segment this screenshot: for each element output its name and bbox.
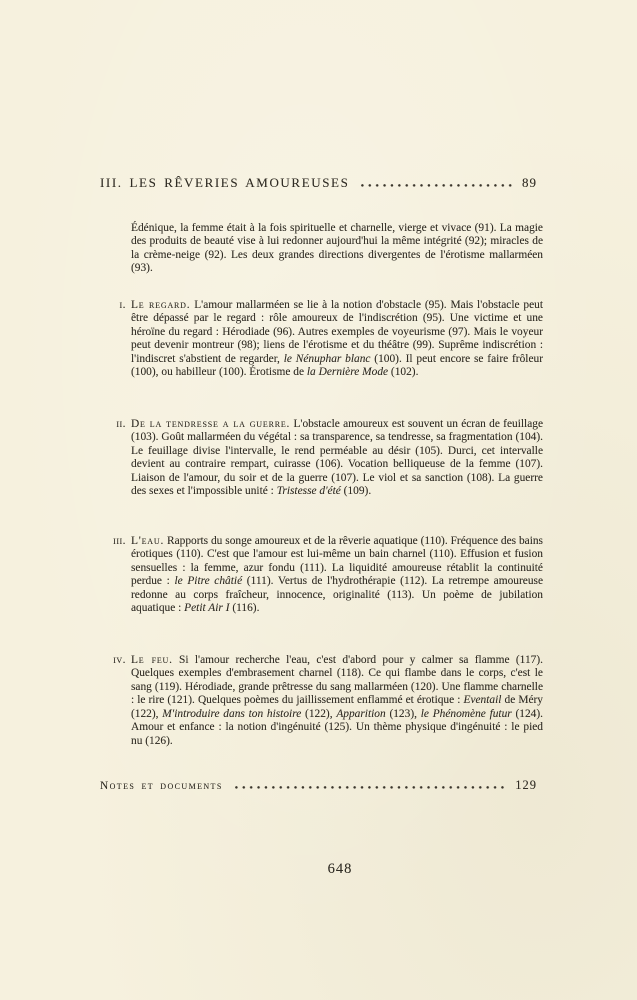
section-numeral: ii. [116, 418, 126, 430]
section-paragraph: Le regard. L'amour mallarméen se lie à la notion d'obstacle (95). Mais l'obstacle peut être dépassé par le regard : rôle amoureux de l'indiscrétion (95). Une victime et une héroïne du regard : Hérodiade (96). Autres exemples de voyeurisme (97). Mais le voyeur peut devenir montreur (98); liens de l'érotisme et du théâtre (99). Suprême indiscrétion : l'indiscret s'abstient de regarder, le Nénuphar blanc (100). Il peut encore se faire frôleur (100), ou habilleur (100). Érotisme de la Dernière Mode (102). [131, 299, 543, 379]
toc-section-eau [113, 535, 544, 616]
section-paragraph: Le feu. Si l'amour recherche l'eau, c'est d'abord pour y calmer sa flamme (117). Quelques exemples d'embrasement charnel (118). Ce qui flambe dans le corps, c'est le sang (119). Hérodiade, grande prêtresse du sang mallarméen (120). Une flamme charnelle : le rire (121). Quelques poèmes du jaillissement enflammé et érotique : Eventail de Méry (122), M'introduire dans ton histoire (122), Apparition (123), le Phénomène futur (124). Amour et enfance : la notion d'ingénuité (125). Un thème physique d'ingénuité : le pied nu (126). [131, 654, 544, 747]
section-numeral: iv. [113, 654, 126, 666]
section-paragraph: L'eau. Rapports du songe amoureux et de la rêverie aquatique (110). Fréquence des bains érotiques (110). C'est que l'amour est lui-même un bain charnel (110). Effusion et fusion sensuelles : la femme, azur fondu (111). La liquidité amoureuse rétablit la continuité perdue : le Pitre châtié (111). Vertus de l'hydrothérapie (112). La retrempe amoureuse redonne au corps fraîcheur, innocence, originalité (113). Un poème de jubilation aquatique : Petit Air I (116). [131, 535, 544, 615]
toc-section-le-regard [119, 299, 543, 380]
notes-entry-label: Notes et documents [100, 780, 223, 792]
notes-page-ref: 129 [515, 778, 537, 792]
section-numeral: i. [119, 299, 126, 311]
toc-section-feu [113, 654, 544, 748]
section-paragraph: De la tendresse a la guerre. L'obstacle amoureux est souvent un écran de feuillage (103). Goût mallarméen du végétal : sa transparence, sa tendresse, sa fragmentation (104). Le feuillage divise l'intervalle, le rend perméable au désir (105). Durci, cet intervalle devient au contraire rempart, cuirasse (106). Vocation belliqueuse de la femme (107). Liaison de l'amour, du soir et de la guerre (107). Le viol et sa sanction (108). La guerre des sexes et l'impossible unité : Tristesse d'été (109). [131, 418, 543, 498]
notes-et-documents-row [100, 778, 537, 793]
chapter-heading: III. LES RÊVERIES AMOUREUSES [100, 175, 350, 190]
intro-paragraph: Édénique, la femme était à la fois spirituelle et charnelle, vierge et vivace (91). La magie des produits de beauté vise à lui redonner aujourd'hui la même intégrité (92); miracles de la crème-neige (92). Les deux grandes directions divergentes de l'érotisme mallarméen (93). [131, 222, 543, 275]
dot-leader [361, 184, 512, 187]
section-numeral: iii. [113, 535, 126, 547]
chapter-page-ref: 89 [522, 175, 537, 190]
chapter-heading-row [100, 175, 537, 191]
dot-leader [235, 786, 506, 789]
folio-page-number: 648 [327, 861, 353, 877]
toc-section-tendresse-guerre [116, 418, 543, 499]
